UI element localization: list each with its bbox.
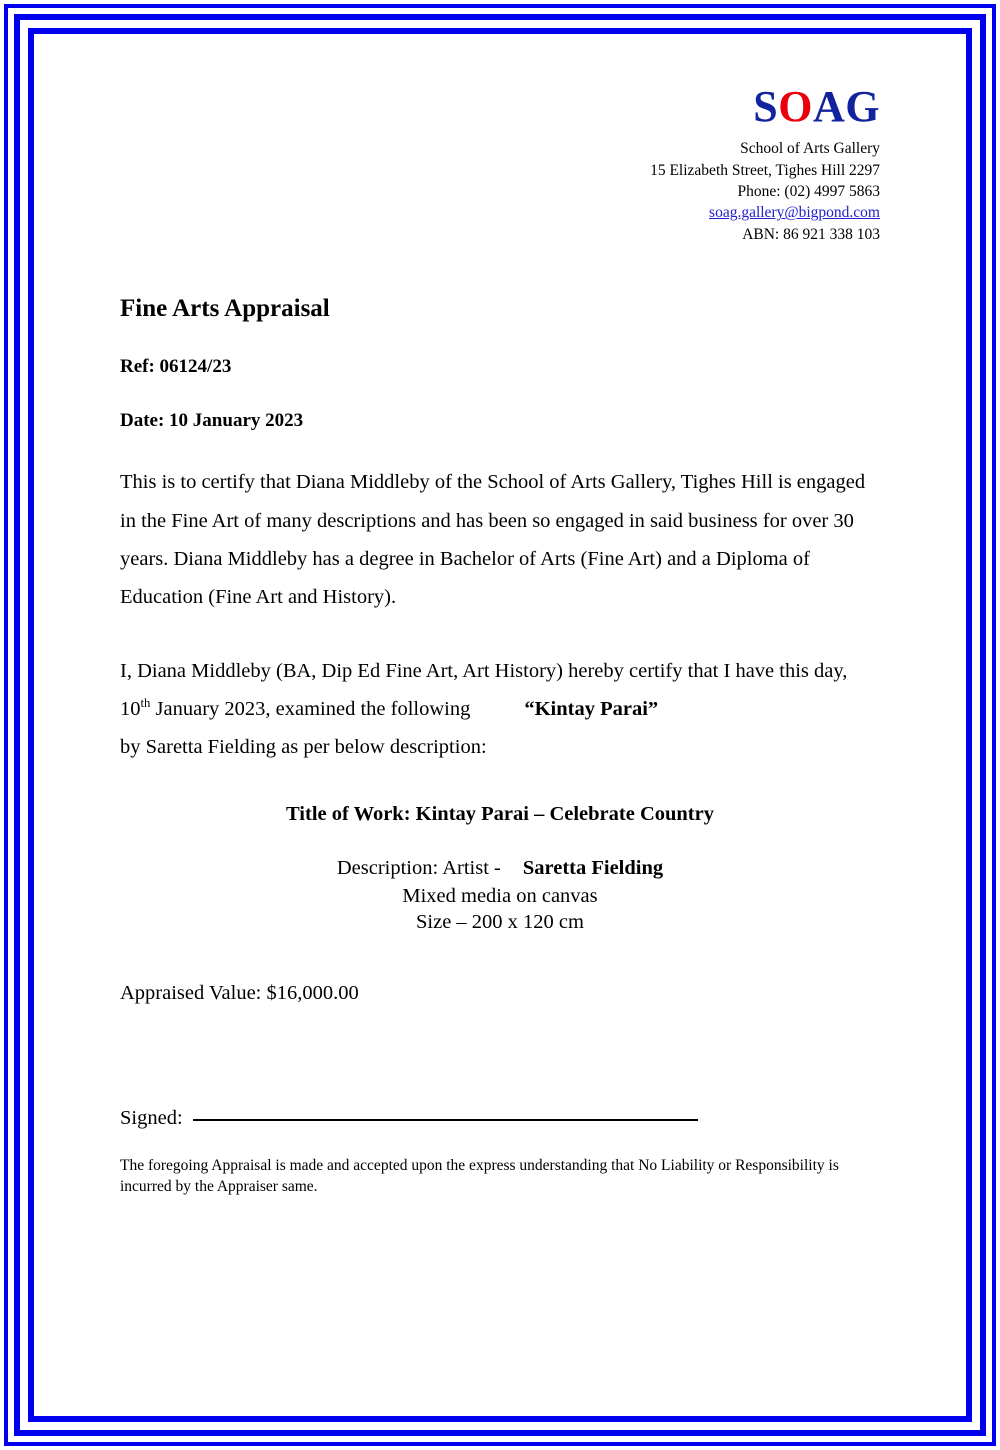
examination-text-pre: I, Diana Middleby (BA, Dip Ed Fine Art, Art History) hereby certify that I have this day, 10	[120, 659, 848, 721]
signature-row	[120, 1105, 698, 1132]
certification-paragraph: This is to certify that Diana Middleby of the School of Arts Gallery, Tighes Hill is engaged in the Fine Art of many descriptions and has been so engaged in said business for over 30 years. Diana Middleby has a degree in Bachelor of Arts (Fine Art) and a Diploma of Education (Fine Art and History).	[120, 471, 866, 608]
org-phone: Phone: (02) 4997 5863	[737, 182, 880, 200]
paragraph-spacer	[120, 616, 880, 652]
logo-letter-o: O	[778, 82, 813, 131]
examination-text-mid: January 2023, examined the following	[150, 698, 471, 721]
signed-label: Signed:	[120, 1107, 183, 1129]
document-date: Date: 10 January 2023	[120, 409, 304, 431]
signature-line[interactable]	[193, 1119, 698, 1121]
org-address: 15 Elizabeth Street, Tighes Hill 2297	[650, 161, 880, 179]
work-medium: Mixed media on canvas	[402, 884, 598, 907]
description-label: Description: Artist -	[336, 856, 501, 879]
examined-work-title: “Kintay Parai”	[524, 698, 659, 721]
work-description-block	[120, 802, 880, 935]
artist-name: Saretta Fielding	[522, 856, 664, 879]
letterhead	[650, 84, 880, 245]
page-title: Fine Arts Appraisal	[120, 295, 330, 322]
examination-paragraph	[120, 652, 880, 766]
org-name: School of Arts Gallery	[740, 140, 880, 158]
logo-letter-s: S	[753, 82, 779, 131]
soag-logo	[650, 84, 880, 130]
logo-letters-ag: AG	[813, 82, 880, 131]
document-body	[120, 295, 880, 766]
examination-text-post: by Saretta Fielding as per below description:	[120, 736, 487, 759]
date-ordinal-suffix: th	[140, 696, 151, 711]
appraised-value: Appraised Value: $16,000.00	[120, 982, 359, 1004]
org-email-link[interactable]: soag.gallery@bigpond.com	[709, 204, 880, 222]
org-abn: ABN: 86 921 338 103	[742, 225, 880, 243]
work-title-line: Title of Work: Kintay Parai – Celebrate Country	[286, 803, 714, 825]
work-size: Size – 200 x 120 cm	[416, 911, 584, 934]
disclaimer-text: The foregoing Appraisal is made and accepted upon the express understanding that No Liability or Responsibility is incurred by the Appraiser same.	[120, 1157, 839, 1196]
reference-number: Ref: 06124/23	[120, 355, 232, 377]
work-artist-line	[120, 855, 880, 881]
